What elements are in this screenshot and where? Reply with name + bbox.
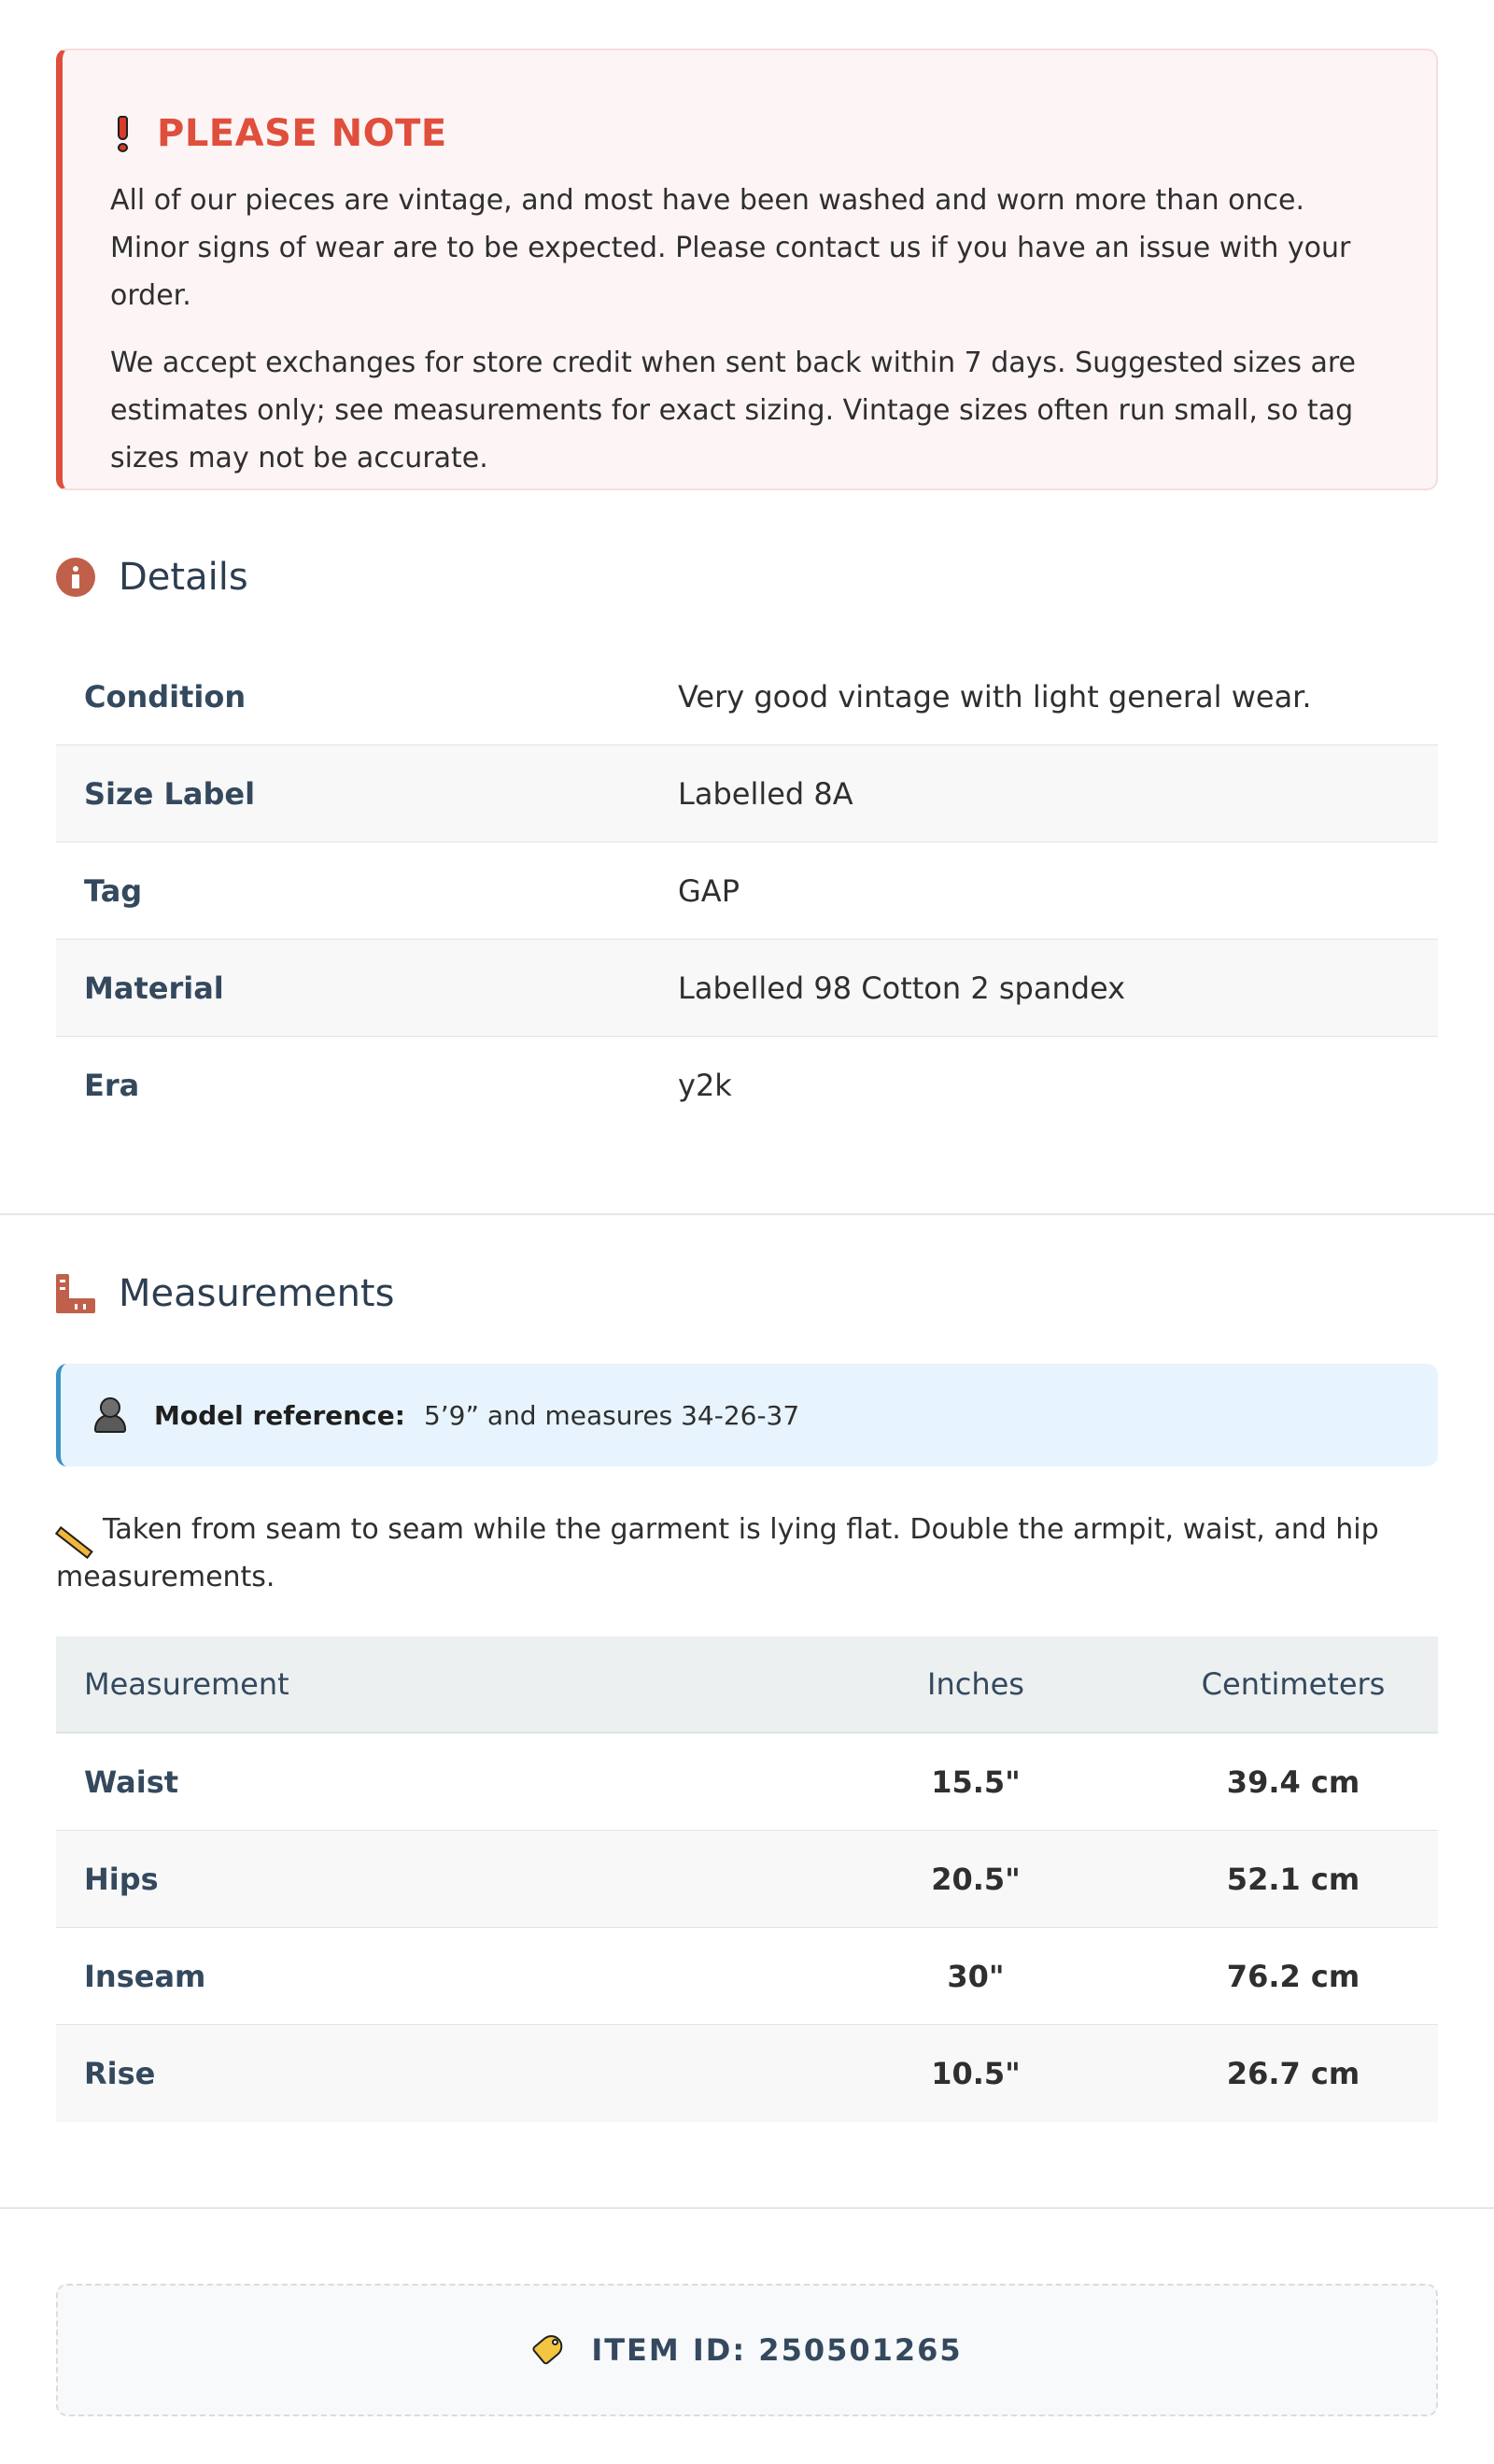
notice-paragraph-wear: All of our pieces are vintage, and most have been washed and worn more than once. Minor signs of wear are to be expected. Please contact us if you have an issue with your order. (110, 184, 1351, 312)
model-reference-box (56, 1364, 1438, 1466)
details-value: GAP (678, 872, 740, 909)
measurement-inches: 15.5" (931, 1763, 1021, 1800)
measurement-row-rise (56, 2025, 1438, 2122)
measurement-row-hips (56, 1831, 1438, 1928)
details-title: Details (119, 556, 248, 599)
details-heading (56, 556, 248, 599)
notice-header (110, 110, 1389, 157)
details-value: y2k (678, 1068, 732, 1103)
measurement-inches: 20.5" (931, 1861, 1021, 1897)
measurement-name: Inseam (84, 1958, 206, 1994)
details-key: Condition (84, 678, 247, 715)
details-row-condition (56, 648, 1438, 745)
details-key: Material (84, 970, 224, 1006)
details-value: Labelled 98 Cotton 2 spandex (678, 970, 1126, 1006)
measurement-cm: 39.4 cm (1226, 1763, 1360, 1800)
details-key: Size Label (84, 775, 256, 812)
measurements-heading (56, 1272, 394, 1315)
details-row-size-label (56, 745, 1438, 843)
model-reference-value: 5’9” and measures 34-26-37 (423, 1399, 800, 1431)
header-inches: Inches (927, 1666, 1024, 1702)
details-key: Tag (84, 872, 143, 909)
measurement-inches: 30" (947, 1958, 1005, 1994)
details-key: Era (84, 1068, 140, 1103)
measurements-table (56, 1636, 1438, 2122)
header-centimeters: Centimeters (1201, 1666, 1386, 1702)
measurement-row-waist (56, 1734, 1438, 1831)
measurement-name: Waist (84, 1763, 179, 1800)
info-icon (56, 558, 95, 597)
measurement-inches: 10.5" (931, 2056, 1021, 2091)
exclamation-icon (115, 114, 132, 153)
measurement-cm: 52.1 cm (1226, 1861, 1360, 1897)
model-reference-label: Model reference: (154, 1399, 405, 1431)
measurement-cm: 26.7 cm (1226, 2056, 1360, 2091)
section-divider (0, 1213, 1494, 1215)
header-measurement: Measurement (84, 1666, 289, 1702)
details-value: Very good vintage with light general wear. (678, 678, 1312, 715)
measurement-cm: 76.2 cm (1226, 1958, 1360, 1994)
measurement-row-inseam (56, 1928, 1438, 2025)
details-row-era (56, 1037, 1438, 1134)
person-icon (94, 1397, 126, 1433)
measurement-name: Rise (84, 2056, 156, 2091)
pencil-icon (56, 1514, 93, 1542)
measurements-header-row (56, 1636, 1438, 1734)
section-divider (0, 2207, 1494, 2209)
notice-paragraph-exchanges: We accept exchanges for store credit when sent back within 7 days. Suggested sizes are estimates only; see measurements for exact sizing. Vintage sizes often run small, so tag sizes may not be accurate. (110, 347, 1357, 474)
details-value: Labelled 8A (678, 775, 853, 812)
measurement-name: Hips (84, 1861, 159, 1897)
ruler-icon (56, 1274, 95, 1313)
measurement-note (56, 1506, 1401, 1601)
notice-title: PLEASE NOTE (157, 112, 447, 155)
measurement-note-text: Taken from seam to seam while the garment is lying flat. Double the armpit, waist, and hip measurements. (56, 1513, 1379, 1593)
details-table (56, 648, 1438, 1134)
measurements-title: Measurements (119, 1272, 395, 1315)
details-row-tag (56, 843, 1438, 940)
item-id-box (56, 2284, 1438, 2416)
item-id-text: ITEM ID: 250501265 (591, 2332, 963, 2368)
details-row-material (56, 940, 1438, 1037)
tag-icon (531, 2331, 569, 2369)
please-note-box (56, 49, 1438, 490)
